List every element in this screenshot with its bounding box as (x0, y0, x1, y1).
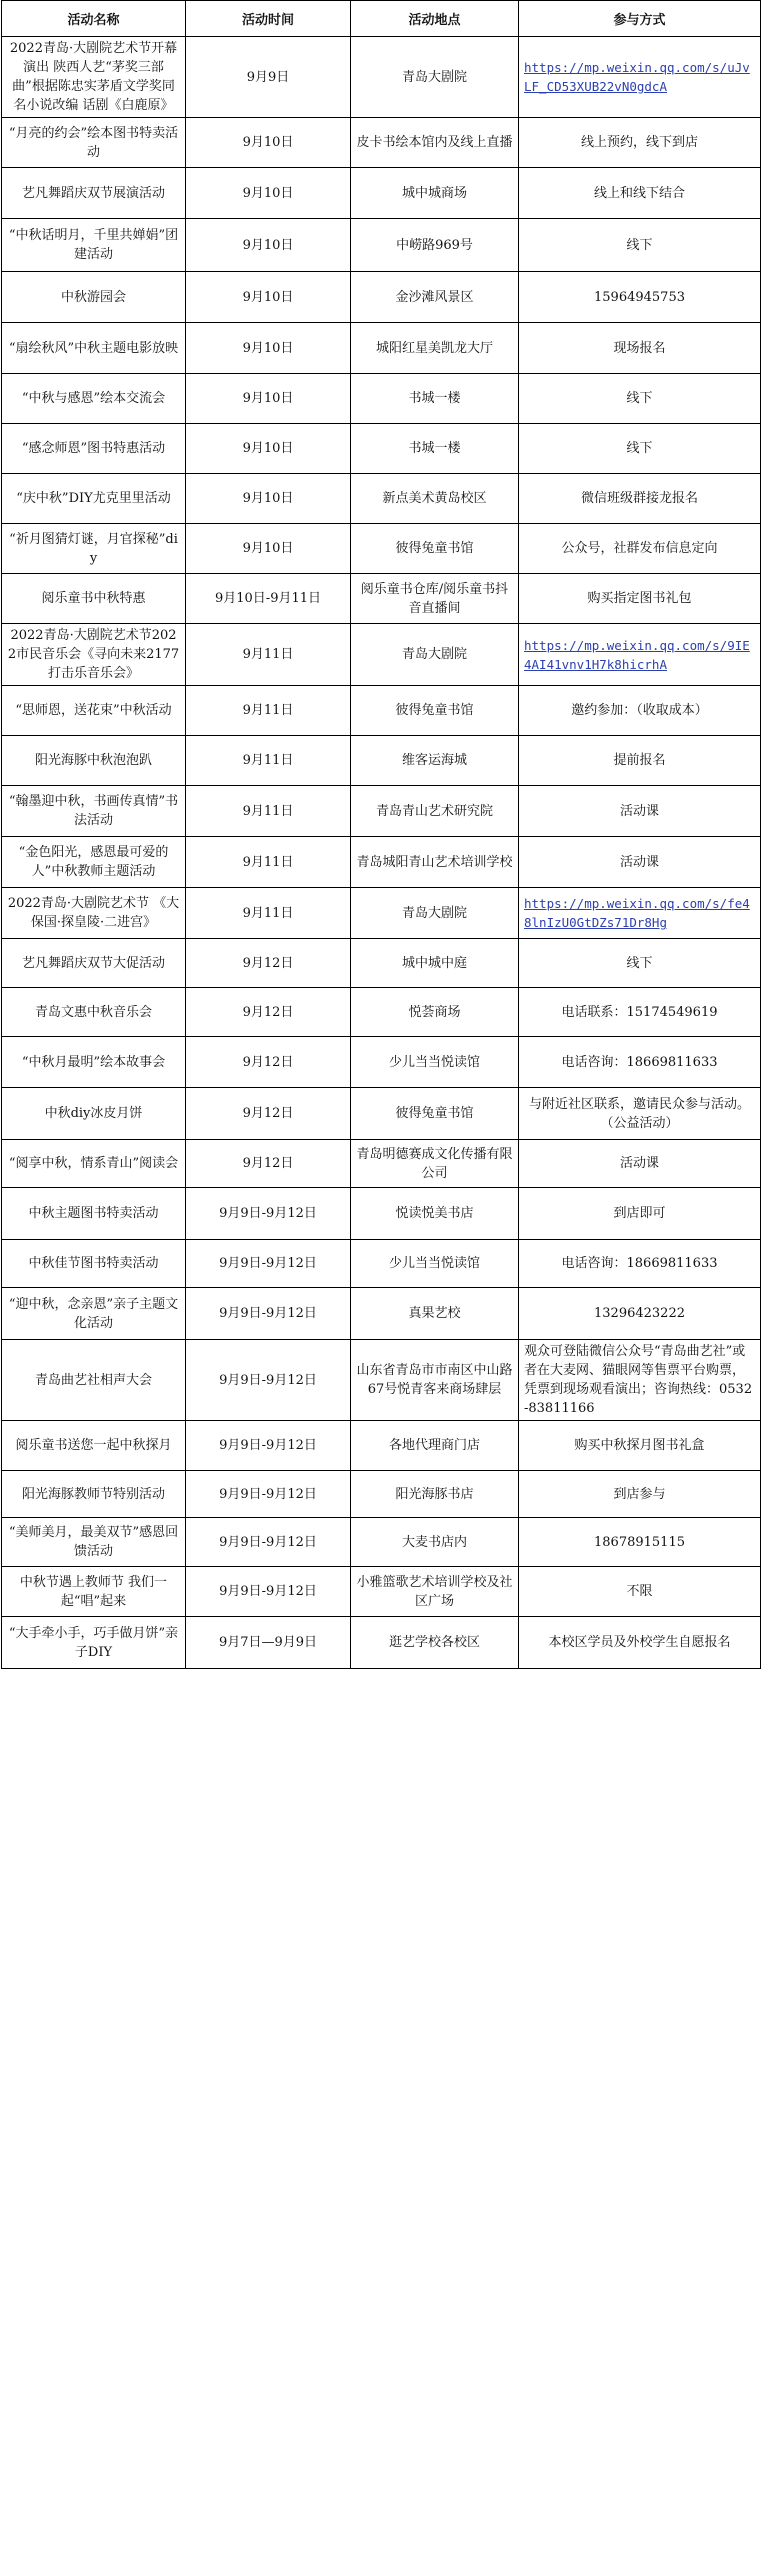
activity-time-cell: 9月12日 (186, 939, 351, 988)
activity-place-cell: 大麦书店内 (351, 1518, 519, 1567)
participation-cell: 15964945753 (519, 272, 761, 323)
activity-time-cell: 9月9日-9月12日 (186, 1471, 351, 1518)
activity-place-cell: 新点美术黄岛校区 (351, 474, 519, 524)
activity-place-cell: 阅乐童书仓库/阅乐童书抖音直播间 (351, 574, 519, 624)
activity-name-cell: 中秋节遇上教师节 我们一起“唱”起来 (2, 1567, 186, 1617)
activity-place-cell: 阳光海豚书店 (351, 1471, 519, 1518)
participation-cell: 不限 (519, 1567, 761, 1617)
table-row (2, 888, 761, 939)
activity-time-cell: 9月10日 (186, 374, 351, 424)
activity-time-cell: 9月9日-9月12日 (186, 1421, 351, 1471)
activity-place-cell: 小雅篮歌艺术培训学校及社区广场 (351, 1567, 519, 1617)
header-activity-name: 活动名称 (2, 1, 186, 37)
activity-place-cell: 青岛大剧院 (351, 888, 519, 939)
participation-cell: 提前报名 (519, 736, 761, 786)
table-row (2, 1188, 761, 1240)
activity-name-cell: “中秋与感恩”绘本交流会 (2, 374, 186, 424)
activity-time-cell: 9月9日-9月12日 (186, 1288, 351, 1340)
activity-name-cell: 阅乐童书送您一起中秋探月 (2, 1421, 186, 1471)
table-row (2, 1567, 761, 1617)
activity-name-cell: “大手牵小手，巧手做月饼”亲子DIY (2, 1617, 186, 1669)
table-row (2, 374, 761, 424)
participation-cell: 活动课 (519, 1140, 761, 1188)
participation-cell: 公众号，社群发布信息定向 (519, 524, 761, 574)
activity-time-cell: 9月10日 (186, 323, 351, 374)
activity-name-cell: “思师恩，送花束”中秋活动 (2, 686, 186, 736)
activity-time-cell: 9月9日-9月12日 (186, 1518, 351, 1567)
activity-name-cell: 阳光海豚教师节特别活动 (2, 1471, 186, 1518)
participation-cell: 到店即可 (519, 1188, 761, 1240)
activity-name-cell: 中秋游园会 (2, 272, 186, 323)
participation-cell: 电话咨询：18669811633 (519, 1240, 761, 1288)
table-row (2, 168, 761, 219)
activity-place-cell: 城阳红星美凯龙大厅 (351, 323, 519, 374)
activity-name-cell: 2022青岛·大剧院艺术节开幕演出 陕西人艺“茅奖三部曲”根据陈忠实茅盾文学奖同名小说改编 话剧《白鹿原》 (2, 37, 186, 118)
table-row (2, 686, 761, 736)
activity-time-cell: 9月10日-9月11日 (186, 574, 351, 624)
participation-cell: 线下 (519, 219, 761, 272)
participation-link[interactable]: https://mp.weixin.qq.com/s/9IE4AI41vnv1H7k8hicrhA (519, 624, 761, 686)
table-row (2, 323, 761, 374)
table-row (2, 474, 761, 524)
table-row (2, 1088, 761, 1140)
activity-name-cell: “金色阳光，感恩最可爱的人”中秋教师主题活动 (2, 837, 186, 888)
header-activity-time: 活动时间 (186, 1, 351, 37)
activity-place-cell: 青岛城阳青山艺术培训学校 (351, 837, 519, 888)
activity-name-cell: 阅乐童书中秋特惠 (2, 574, 186, 624)
participation-cell: 购买指定图书礼包 (519, 574, 761, 624)
activity-place-cell: 悦读悦美书店 (351, 1188, 519, 1240)
participation-cell: 活动课 (519, 837, 761, 888)
table-row (2, 1518, 761, 1567)
table-row (2, 1340, 761, 1421)
activity-name-cell: 2022青岛·大剧院艺术节2022市民音乐会《寻向未来2177打击乐音乐会》 (2, 624, 186, 686)
activity-time-cell: 9月9日-9月12日 (186, 1340, 351, 1421)
activity-place-cell: 皮卡书绘本馆内及线上直播 (351, 118, 519, 168)
activity-name-cell: 2022青岛·大剧院艺术节 《大保国·探皇陵·二进宫》 (2, 888, 186, 939)
participation-link[interactable]: https://mp.weixin.qq.com/s/uJvLF_CD53XUB22vN0gdcA (519, 37, 761, 118)
activity-name-cell: “美师美月，最美双节”感恩回馈活动 (2, 1518, 186, 1567)
participation-cell: 线上和线下结合 (519, 168, 761, 219)
table-row (2, 37, 761, 118)
activity-time-cell: 9月9日-9月12日 (186, 1567, 351, 1617)
activity-place-cell: 彼得兔童书馆 (351, 686, 519, 736)
activity-time-cell: 9月10日 (186, 118, 351, 168)
activity-name-cell: “翰墨迎中秋，书画传真情”书法活动 (2, 786, 186, 837)
activity-name-cell: “阅享中秋，情系青山”阅读会 (2, 1140, 186, 1188)
table-row (2, 837, 761, 888)
activity-place-cell: 维客运海城 (351, 736, 519, 786)
activity-time-cell: 9月10日 (186, 524, 351, 574)
participation-cell: 到店参与 (519, 1471, 761, 1518)
activity-name-cell: 阳光海豚中秋泡泡趴 (2, 736, 186, 786)
table-row (2, 524, 761, 574)
participation-cell: 活动课 (519, 786, 761, 837)
activity-name-cell: “中秋月最明”绘本故事会 (2, 1037, 186, 1088)
table-row (2, 786, 761, 837)
activity-place-cell: 彼得兔童书馆 (351, 524, 519, 574)
participation-cell: 邀约参加：（收取成本） (519, 686, 761, 736)
table-row (2, 574, 761, 624)
activity-name-cell: 青岛曲艺社相声大会 (2, 1340, 186, 1421)
activity-place-cell: 中崂路969号 (351, 219, 519, 272)
activity-place-cell: 山东省青岛市市南区中山路67号悦青客来商场肆层 (351, 1340, 519, 1421)
activity-name-cell: “扇绘秋风”中秋主题电影放映 (2, 323, 186, 374)
activity-name-cell: 青岛文惠中秋音乐会 (2, 988, 186, 1037)
participation-cell: 13296423222 (519, 1288, 761, 1340)
activity-name-cell: 中秋佳节图书特卖活动 (2, 1240, 186, 1288)
activity-time-cell: 9月12日 (186, 1088, 351, 1140)
table-header-row (2, 1, 761, 37)
activity-time-cell: 9月12日 (186, 1140, 351, 1188)
activity-time-cell: 9月7日—9月9日 (186, 1617, 351, 1669)
activity-time-cell: 9月9日 (186, 37, 351, 118)
table-row (2, 1288, 761, 1340)
table-row (2, 736, 761, 786)
activity-name-cell: “祈月图猜灯谜，月官探秘”diy (2, 524, 186, 574)
table-row (2, 272, 761, 323)
table-row (2, 939, 761, 988)
activity-time-cell: 9月10日 (186, 219, 351, 272)
activity-time-cell: 9月10日 (186, 424, 351, 474)
activity-name-cell: “庆中秋”DIY尤克里里活动 (2, 474, 186, 524)
participation-cell: 微信班级群接龙报名 (519, 474, 761, 524)
activity-place-cell: 真果艺校 (351, 1288, 519, 1340)
activity-place-cell: 书城一楼 (351, 424, 519, 474)
participation-cell: 线上预约，线下到店 (519, 118, 761, 168)
activity-time-cell: 9月11日 (186, 786, 351, 837)
participation-cell: 观众可登陆微信公众号“青岛曲艺社”或者在大麦网、猫眼网等售票平台购票，凭票到现场观看演出；咨询热线：0532-83811166 (519, 1340, 761, 1421)
participation-cell: 线下 (519, 939, 761, 988)
participation-cell: 电话咨询：18669811633 (519, 1037, 761, 1088)
activity-name-cell: “感念师恩”图书特惠活动 (2, 424, 186, 474)
header-participation: 参与方式 (519, 1, 761, 37)
activity-time-cell: 9月10日 (186, 272, 351, 323)
table-row (2, 1471, 761, 1518)
activity-time-cell: 9月12日 (186, 1037, 351, 1088)
activity-place-cell: 青岛大剧院 (351, 624, 519, 686)
activity-time-cell: 9月12日 (186, 988, 351, 1037)
activity-table (1, 0, 761, 1669)
activity-time-cell: 9月11日 (186, 888, 351, 939)
activity-place-cell: 青岛大剧院 (351, 37, 519, 118)
activity-time-cell: 9月11日 (186, 736, 351, 786)
table-row (2, 1140, 761, 1188)
participation-cell: 18678915115 (519, 1518, 761, 1567)
activity-place-cell: 城中城商场 (351, 168, 519, 219)
activity-time-cell: 9月11日 (186, 837, 351, 888)
activity-time-cell: 9月10日 (186, 168, 351, 219)
activity-name-cell: 中秋diy冰皮月饼 (2, 1088, 186, 1140)
activity-place-cell: 悦荟商场 (351, 988, 519, 1037)
activity-name-cell: 艺凡舞蹈庆双节大促活动 (2, 939, 186, 988)
participation-cell: 线下 (519, 424, 761, 474)
activity-name-cell: “月亮的约会”绘本图书特卖活动 (2, 118, 186, 168)
table-row (2, 1617, 761, 1669)
activity-name-cell: 中秋主题图书特卖活动 (2, 1188, 186, 1240)
activity-name-cell: “中秋话明月，千里共婵娟”团建活动 (2, 219, 186, 272)
activity-time-cell: 9月11日 (186, 686, 351, 736)
activity-place-cell: 书城一楼 (351, 374, 519, 424)
activity-place-cell: 各地代理商门店 (351, 1421, 519, 1471)
table-row (2, 1421, 761, 1471)
participation-cell: 现场报名 (519, 323, 761, 374)
table-row (2, 1037, 761, 1088)
participation-cell: 购买中秋探月图书礼盒 (519, 1421, 761, 1471)
table-row (2, 118, 761, 168)
activity-name-cell: “迎中秋，念亲恩”亲子主题文化活动 (2, 1288, 186, 1340)
activity-time-cell: 9月9日-9月12日 (186, 1240, 351, 1288)
activity-place-cell: 少儿当当悦读馆 (351, 1037, 519, 1088)
table-row (2, 624, 761, 686)
activity-time-cell: 9月10日 (186, 474, 351, 524)
table-row (2, 1240, 761, 1288)
header-activity-place: 活动地点 (351, 1, 519, 37)
activity-place-cell: 青岛明德赛成文化传播有限公司 (351, 1140, 519, 1188)
activity-time-cell: 9月11日 (186, 624, 351, 686)
activity-place-cell: 少儿当当悦读馆 (351, 1240, 519, 1288)
participation-cell: 电话联系：15174549619 (519, 988, 761, 1037)
table-row (2, 219, 761, 272)
activity-place-cell: 逛艺学校各校区 (351, 1617, 519, 1669)
participation-cell: 本校区学员及外校学生自愿报名 (519, 1617, 761, 1669)
participation-cell: 线下 (519, 374, 761, 424)
table-row (2, 424, 761, 474)
activity-place-cell: 金沙滩风景区 (351, 272, 519, 323)
activity-name-cell: 艺凡舞蹈庆双节展演活动 (2, 168, 186, 219)
activity-place-cell: 城中城中庭 (351, 939, 519, 988)
participation-cell: 与附近社区联系，邀请民众参与活动。（公益活动） (519, 1088, 761, 1140)
activity-place-cell: 青岛青山艺术研究院 (351, 786, 519, 837)
participation-link[interactable]: https://mp.weixin.qq.com/s/fe48lnIzU0GtDZs71Dr8Hg (519, 888, 761, 939)
activity-place-cell: 彼得兔童书馆 (351, 1088, 519, 1140)
table-row (2, 988, 761, 1037)
activity-time-cell: 9月9日-9月12日 (186, 1188, 351, 1240)
